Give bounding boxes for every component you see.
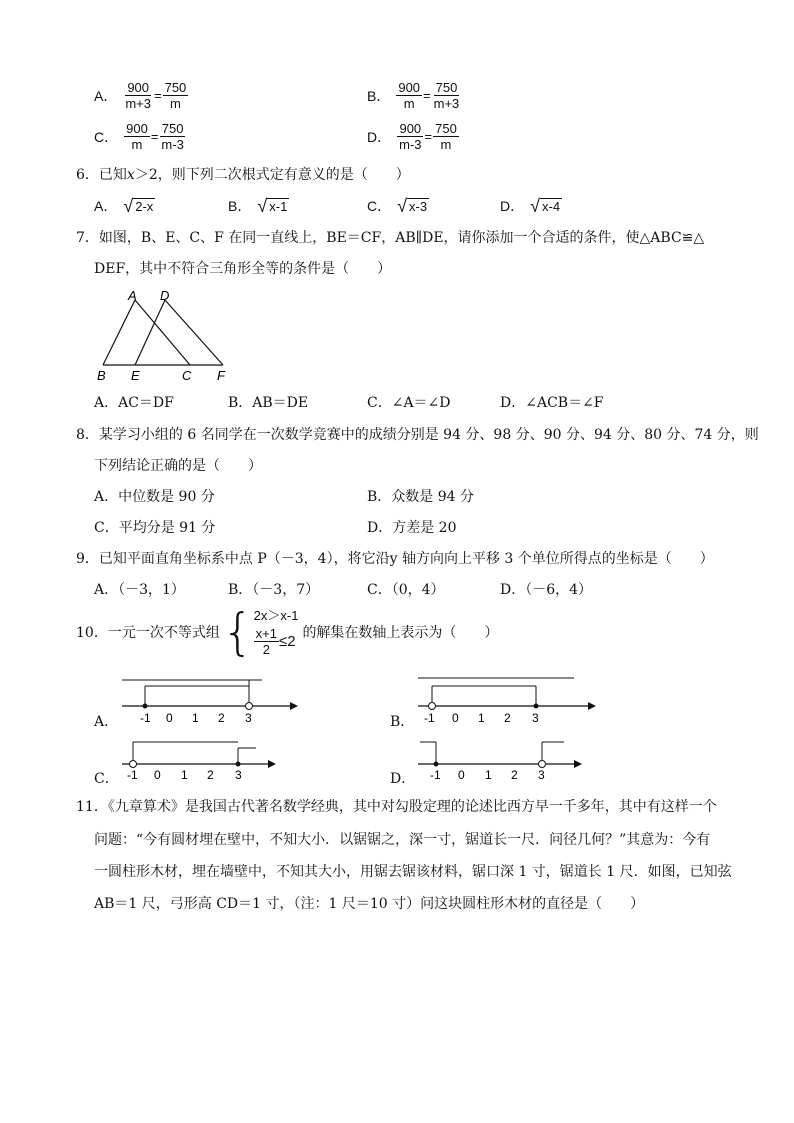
fraction: $\frac{900}{m-3}$ — [399, 121, 422, 152]
option-label: D． — [367, 128, 392, 145]
q9-option-c[interactable]: C．（0，4） — [367, 582, 445, 598]
q9-option-b[interactable]: B．（－3，7） — [228, 582, 320, 598]
svg-text:0: 0 — [458, 768, 465, 782]
number-line-a[interactable] — [118, 672, 298, 724]
triangle-figure — [90, 288, 240, 386]
q6-option-c[interactable] — [367, 196, 429, 216]
svg-text:-1: -1 — [424, 711, 435, 724]
q11-stem-line2: 问题：“今有圆材埋在壁中，不知大小．以锯锯之，深一寸，锯道长一尺．问径几何？”其意为：今有 — [94, 832, 711, 848]
q9-option-a[interactable]: A．（－3，1） — [94, 582, 185, 598]
point-label-c: C — [182, 368, 192, 383]
svg-text:3: 3 — [245, 711, 252, 724]
fraction: $\frac{750}{m}$ — [435, 121, 457, 152]
svg-text:-1: -1 — [127, 768, 138, 782]
svg-text:0: 0 — [166, 711, 173, 724]
q7-option-c[interactable]: C．∠A＝∠D — [367, 395, 451, 411]
option-label: C． — [94, 128, 119, 145]
option-label: A． — [94, 198, 118, 214]
option-label: B． — [367, 87, 391, 104]
q10-option-d-label[interactable]: D． — [390, 771, 416, 787]
q10-option-b-label[interactable]: B． — [390, 714, 415, 730]
svg-text:1: 1 — [478, 711, 485, 724]
q8-stem-line1: 8．某学习小组的 6 名同学在一次数学竞赛中的成绩分别是 94 分、98 分、90 分、94 分、80 分、74 分，则 — [76, 427, 759, 443]
option-label: A． — [94, 87, 118, 104]
q7-stem-line1: 7．如图，B、E、C、F 在同一直线上，BE＝CF，AB∥DE，请你添加一个合适的条件，使△ABC≌△ — [76, 230, 705, 246]
q8-option-a[interactable]: A．中位数是 90 分 — [94, 489, 215, 505]
svg-text:1: 1 — [192, 711, 199, 724]
fraction: $\frac{900}{m+3}$ — [125, 80, 151, 111]
svg-text:2: 2 — [511, 768, 518, 782]
inequality-system — [254, 606, 299, 657]
q10-option-a-label[interactable]: A． — [94, 714, 119, 730]
number-line-b[interactable] — [414, 672, 598, 724]
q10-prefix: 10．一元一次不等式组 — [76, 624, 220, 641]
svg-text:0: 0 — [452, 711, 459, 724]
brace: { — [221, 602, 254, 661]
point-label-b: B — [97, 368, 106, 383]
q8-option-b[interactable]: B．众数是 94 分 — [367, 489, 475, 505]
point-label-e: E — [131, 368, 140, 383]
q11-stem-line3: 一圆柱形木材，埋在墙壁中，不知其大小，用锯去锯该材料，锯口深 1 寸，锯道长 1 尺．如图，已知弦 — [94, 864, 732, 880]
svg-text:1: 1 — [485, 768, 492, 782]
q5-option-a[interactable] — [94, 80, 188, 111]
q10-stem — [76, 602, 499, 661]
option-label: D． — [500, 198, 525, 214]
svg-text:-1: -1 — [430, 768, 441, 782]
fraction: $\frac{750}{m-3}$ — [161, 121, 184, 152]
number-line-c[interactable] — [118, 736, 282, 782]
q5-option-c[interactable] — [94, 121, 186, 152]
q8-option-d[interactable]: D．方差是 20 — [367, 520, 457, 536]
q10-suffix: 的解集在数轴上表示为（ ） — [302, 624, 499, 641]
q8-option-c[interactable]: C．平均分是 91 分 — [94, 520, 216, 536]
sqrt-expression: √ x-4 — [530, 196, 561, 216]
q5-option-d[interactable] — [367, 121, 459, 152]
svg-text:3: 3 — [538, 768, 545, 782]
q9-stem: 9．已知平面直角坐标系中点 P（－3，4），将它沿y 轴方向向上平移 3 个单位所得点的坐标是（ ） — [76, 551, 714, 567]
number-line-d[interactable] — [414, 736, 588, 782]
point-label-a: A — [128, 288, 137, 303]
svg-text:3: 3 — [235, 768, 242, 782]
inequality-1: 2x＞x-1 — [253, 608, 299, 623]
fraction: $\frac{900}{m}$ — [126, 121, 148, 152]
q11-stem-line1: 11．《九章算术》是我国古代著名数学经典，其中对勾股定理的论述比西方早一千多年，其中有这样一个 — [76, 799, 717, 815]
equals-sign: = — [423, 88, 431, 103]
q7-option-d[interactable]: D．∠ACB＝∠F — [500, 395, 604, 411]
equals-sign: = — [154, 88, 162, 103]
svg-text:0: 0 — [154, 768, 161, 782]
q10-option-c-label[interactable]: C． — [94, 771, 119, 787]
q8-stem-line2: 下列结论正确的是（ ） — [94, 458, 262, 474]
inequality-2: $\frac{x+1}{2}$ ≤2 — [255, 626, 296, 657]
q11-stem-line4: AB＝1 尺，弓形高 CD＝1 寸，（注：1 尺＝10 寸）问这块圆柱形木材的直径是（ ） — [94, 896, 645, 912]
svg-text:-1: -1 — [140, 711, 151, 724]
q6-stem: 6．已知x＞2，则下列二次根式定有意义的是（ ） — [76, 167, 410, 183]
svg-text:2: 2 — [207, 768, 214, 782]
sqrt-expression: √ x-1 — [257, 196, 288, 216]
q6-option-b[interactable] — [228, 196, 289, 216]
fraction: $\frac{750}{m}$ — [164, 80, 187, 111]
q9-option-d[interactable]: D．（－6，4） — [500, 582, 593, 598]
option-label: B． — [228, 198, 252, 214]
option-label: C． — [367, 198, 392, 214]
q6-option-d[interactable] — [500, 196, 562, 216]
sqrt-expression: √ 2-x — [123, 196, 154, 216]
q7-option-a[interactable]: A．AC＝DF — [94, 395, 174, 411]
equals-sign: = — [150, 129, 159, 144]
svg-text:2: 2 — [218, 711, 225, 724]
fraction: $\frac{750}{m+3}$ — [433, 80, 460, 111]
q7-stem-line2: DEF，其中不符合三角形全等的条件是（ ） — [94, 261, 392, 277]
q5-option-b[interactable] — [367, 80, 461, 111]
svg-text:3: 3 — [532, 711, 539, 724]
point-label-f: F — [217, 368, 225, 383]
point-label-d: D — [160, 288, 170, 303]
q6-option-a[interactable] — [94, 196, 155, 216]
sqrt-expression: √ x-3 — [397, 196, 428, 216]
svg-text:2: 2 — [504, 711, 511, 724]
q7-option-b[interactable]: B．AB＝DE — [228, 395, 309, 411]
equals-sign: = — [424, 129, 433, 144]
fraction: $\frac{900}{m}$ — [398, 80, 421, 111]
svg-text:1: 1 — [181, 768, 188, 782]
